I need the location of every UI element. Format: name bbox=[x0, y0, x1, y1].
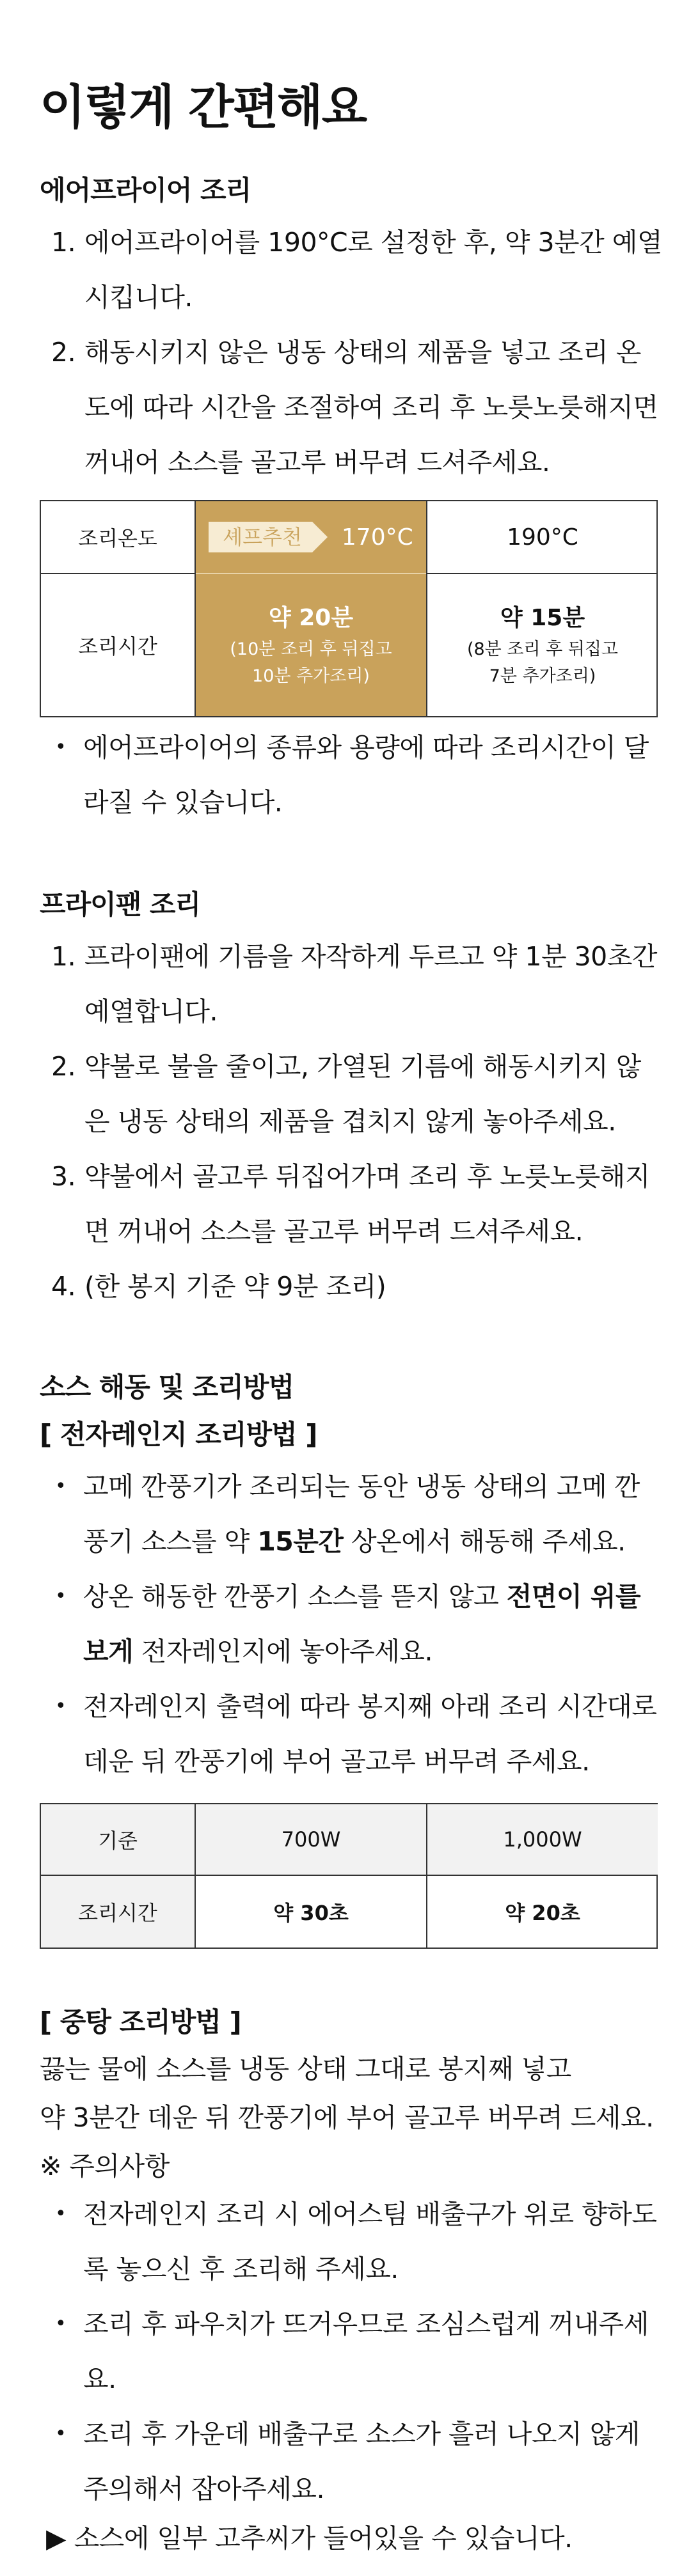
caution-text: 조리 후 가운데 배출구로 소스가 흘러 나오지 않게 주의해서 잡아주세요. bbox=[83, 2419, 640, 2504]
time-label-cell: 조리시간 bbox=[41, 574, 196, 716]
airfryer-note bbox=[55, 720, 663, 830]
microwave-step-2 bbox=[55, 1569, 663, 1679]
step-text bbox=[83, 1459, 663, 1569]
microwave-heading: [ 전자레인지 조리방법 ] bbox=[40, 1419, 317, 1450]
page-title: 이렇게 간편해요 bbox=[40, 80, 367, 135]
step-text: 약불로 불을 줄이고, 가열된 기름에 해동시키지 않은 냉동 상태의 제품을 겹치지 않게 놓아주세요. bbox=[84, 1051, 641, 1137]
step-number: 2. bbox=[51, 337, 76, 368]
pot-line-1: 끓는 물에 소스를 냉동 상태 그대로 봉지째 넣고 bbox=[40, 2054, 571, 2084]
chef-recommend-badge: 셰프추천 bbox=[209, 522, 312, 552]
header-700w-cell: 700W bbox=[196, 1804, 427, 1876]
pan-heading: 프라이팬 조리 bbox=[40, 889, 201, 920]
step-text-pre: 상온 해동한 깐풍기 소스를 뜯지 않고 bbox=[83, 1581, 507, 1612]
pot-heading: [ 중탕 조리방법 ] bbox=[40, 2006, 241, 2038]
step-text: 전자레인지 출력에 따라 봉지째 아래 조리 시간대로 데운 뒤 깐풍기에 부어 골고루 버무려 주세요. bbox=[83, 1691, 657, 1777]
alt-time-note-1: (8분 조리 후 뒤집고 bbox=[466, 639, 619, 659]
step-number: 1. bbox=[51, 227, 76, 258]
alt-time-cell bbox=[426, 574, 658, 716]
step-text-bold: 15분간 bbox=[257, 1526, 344, 1557]
caution-text: 전자레인지 조리 시 에어스팀 배출구가 위로 향하도록 놓으신 후 조리해 주세요. bbox=[83, 2199, 657, 2284]
microwave-step-1 bbox=[55, 1459, 663, 1569]
time-1000w-cell: 약 20초 bbox=[505, 1901, 580, 1925]
step-number: 2. bbox=[51, 1051, 76, 1082]
note-text: 에어프라이어의 종류와 용량에 따라 조리시간이 달라질 수 있습니다. bbox=[83, 732, 649, 818]
airfryer-cooking-table bbox=[40, 500, 658, 717]
step-text-bold: 전면이 위를 보게 bbox=[83, 1581, 641, 1667]
pan-step-2 bbox=[51, 1039, 665, 1149]
airfryer-step-1 bbox=[51, 215, 665, 325]
temp-label-cell: 조리온도 bbox=[41, 501, 196, 574]
bullet-icon: • bbox=[55, 1695, 67, 1717]
bullet-icon: • bbox=[55, 736, 67, 758]
bullet-icon: • bbox=[55, 2313, 67, 2335]
time-label-cell: 조리시간 bbox=[41, 1876, 196, 1948]
footer-note: ▶ 소스에 일부 고추씨가 들어있을 수 있습니다. bbox=[46, 2523, 573, 2554]
airfryer-heading: 에어프라이어 조리 bbox=[40, 175, 251, 206]
recommended-time-note-1: (10분 조리 후 뒤집고 bbox=[230, 639, 392, 659]
step-number: 4. bbox=[51, 1271, 76, 1302]
step-text: 해동시키지 않은 냉동 상태의 제품을 넣고 조리 온도에 따라 시간을 조절하여 조리 후 노릇노릇해지면 꺼내어 소스를 골고루 버무려 드셔주세요. bbox=[84, 337, 658, 478]
recommended-time-note-2: 10분 추가조리) bbox=[252, 666, 370, 686]
recommended-time: 약 20분 bbox=[268, 605, 354, 631]
step-text-pre: 고메 깐풍기가 조리되는 동안 냉동 상태의 고메 깐풍기 소스를 약 bbox=[83, 1471, 640, 1557]
time-700w-cell: 약 30초 bbox=[196, 1876, 427, 1948]
pot-line-2: 약 3분간 데운 뒤 깐풍기에 부어 골고루 버무려 드세요. bbox=[40, 2102, 654, 2133]
bullet-icon: • bbox=[55, 1585, 67, 1607]
caution-text: 조리 후 파우치가 뜨거우므로 조심스럽게 꺼내주세요. bbox=[83, 2309, 649, 2394]
step-text: 에어프라이어를 190°C로 설정한 후, 약 3분간 예열시킵니다. bbox=[84, 227, 662, 313]
caution-item-3 bbox=[55, 2407, 663, 2517]
step-text: 약불에서 골고루 뒤집어가며 조리 후 노릇노릇해지면 꺼내어 소스를 골고루 버무려 드셔주세요. bbox=[84, 1161, 650, 1247]
caution-item-1 bbox=[55, 2187, 663, 2297]
step-text-post: 상온에서 해동해 주세요. bbox=[343, 1526, 626, 1557]
alt-time: 약 15분 bbox=[500, 605, 585, 631]
bullet-icon: • bbox=[55, 1475, 67, 1497]
recommended-temp: 170°C bbox=[341, 524, 413, 550]
pan-step-3 bbox=[51, 1149, 665, 1259]
step-text bbox=[83, 1569, 663, 1679]
step-number: 1. bbox=[51, 941, 76, 972]
header-1000w-cell: 1,000W bbox=[427, 1804, 658, 1876]
recommended-time-cell bbox=[196, 574, 426, 716]
pan-step-1 bbox=[51, 929, 665, 1039]
pan-step-4 bbox=[51, 1259, 665, 1314]
alt-temp-cell: 190°C bbox=[426, 501, 658, 574]
airfryer-step-2 bbox=[51, 325, 665, 490]
caution-item-2 bbox=[55, 2297, 663, 2407]
recommended-temp-cell bbox=[196, 501, 426, 574]
bullet-icon: • bbox=[55, 2423, 67, 2445]
microwave-step-3 bbox=[55, 1679, 663, 1789]
header-base-cell: 기준 bbox=[41, 1804, 196, 1876]
step-number: 3. bbox=[51, 1161, 76, 1192]
step-text: 프라이팬에 기름을 자작하게 두르고 약 1분 30초간 예열합니다. bbox=[84, 941, 657, 1027]
microwave-time-table bbox=[40, 1803, 658, 1949]
alt-time-note-2: 7분 추가조리) bbox=[489, 666, 596, 686]
step-text: (한 봉지 기준 약 9분 조리) bbox=[84, 1271, 386, 1302]
step-text-post: 전자레인지에 놓아주세요. bbox=[133, 1636, 433, 1667]
sauce-heading: 소스 해동 및 조리방법 bbox=[40, 1371, 294, 1403]
bullet-icon: • bbox=[55, 2203, 67, 2225]
caution-heading: ※ 주의사항 bbox=[40, 2151, 170, 2182]
